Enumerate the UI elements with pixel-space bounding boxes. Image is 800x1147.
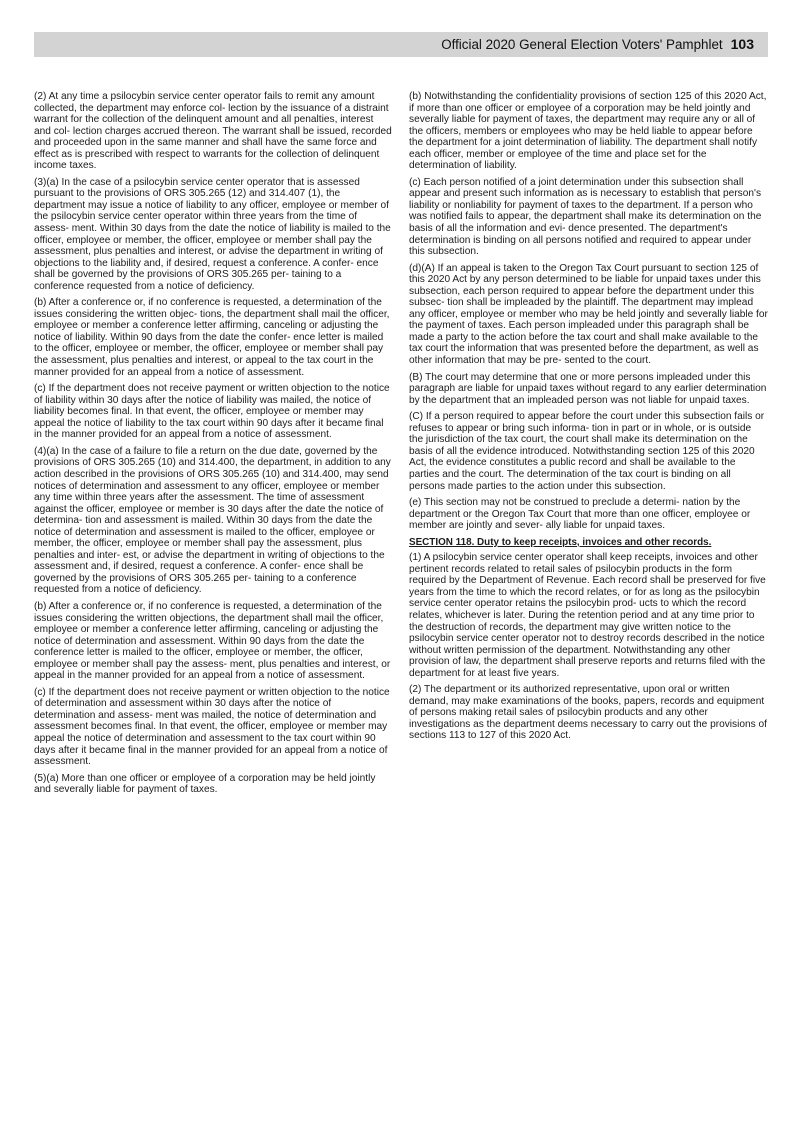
pamphlet-title: Official 2020 General Election Voters' Pamphlet (441, 37, 723, 52)
paragraph: (2) The department or its authorized representative, upon oral or written demand, may make examinations of the books, papers, records and equipment of persons making retail sales of psilocybin products and any other investigations as the department deems necessary to carry out the provisions of sections 113 to 127 of this 2020 Act. (409, 684, 767, 742)
right-column (409, 91, 768, 747)
paragraph: (4)(a) In the case of a failure to file a return on the due date, governed by the provisions of ORS 305.265 (10) and 314.400, the department, in addition to any action described in the provisions of ORS 305.265 (10) and 314.400, may send notices of determination and assessment to any officer, employee or member any time within three years after the assessment. The time of assessment against the officer, employee or member is 30 days after the date the notice of determina- tion and assessment is mailed. Within 30 days from the date the notice of determination and assessment is mailed to the officer, employee or member, the officer, employee or member shall pay the assessment, plus penalties and inter- est, or advise the department in writing of objections to the assessment and, if desired, request a conference. A confer- ence shall be governed by the provisions of ORS 305.265 per- taining to a conference requested from a notice of deficiency. (34, 445, 391, 596)
paragraph: (b) After a conference or, if no conference is requested, a determination of the issues considering the written objections, the department shall mail the officer, employee or member a conference letter affirming, canceling or adjusting the notice of determination and assessment. Within 90 days from the date the conference letter is mailed to the officer, employee or member, the officer, employee or member shall pay the assess- ment, plus penalties and interest, or appeal in the manner provided for an appeal from a notice of assessment. (34, 600, 391, 682)
section-118-heading: SECTION 118. Duty to keep receipts, invoices and other records. (409, 536, 712, 548)
paragraph: (b) Notwithstanding the confidentiality provisions of section 125 of this 2020 Act, if more than one officer or employee of a corporation may be held jointly and severally liable for payment of taxes, the department may require any or all of the officers, members or employees who may be held liable to appear before the department for a joint determination of liability. The department shall notify each officer, member or employee of the time and place set for the determination of liability. (409, 91, 767, 172)
page-number: 103 (730, 36, 754, 52)
paragraph: (2) At any time a psilocybin service center operator fails to remit any amount collected, the department may enforce col- lection by the issuance of a distraint warrant for the collection of the delinquent amount and all penalties, interest and col- lection charges accrued thereon. The warrant shall be issued, recorded and proceeded upon in the same manner and shall have the same force and effect as is prescribed with respect to warrants for the collection of delinquent income taxes. (34, 91, 392, 172)
paragraph: (C) If a person required to appear before the court under this subsection fails or refuses to appear or bring such informa- tion in part or in whole, or is outside the jurisdiction of the tax court, the court shall make its determination on the basis of all the evidence introduced. Notwithstanding section 125 of this 2020 Act, the evidence constitutes a public record and shall be available to the parties and the court. The determination of the tax court is binding on all persons made parties to the action under this subsection. (409, 411, 765, 492)
paragraph: (5)(a) More than one officer or employee of a corporation may be held jointly and severally liable for payment of taxes. (34, 772, 376, 796)
left-column (34, 91, 392, 801)
paragraph: (e) This section may not be construed to preclude a determi- nation by the department or the Oregon Tax Court that more than one officer, employee or member are jointly and sever- ally liable for unpaid taxes. (409, 497, 751, 532)
paragraph: (b) After a conference or, if no conference is requested, a determination of the issues considering the written objec- tions, the department shall mail the officer, employee or member a conference letter affirming, canceling or adjusting the notice of liability. Within 90 days from the date the confer- ence letter is mailed to the officer, employee or member, the officer, employee or member shall pay the assessment, plus penalties and interest, or appeal to the tax court in the manner provided for an appeal from a notice of assessment. (34, 297, 390, 378)
paragraph: (3)(a) In the case of a psilocybin service center operator that is assessed pursuant to the provisions of ORS 305.265 (12) and 314.407 (1), the department may issue a notice of liability to any officer, employee or member of the psilocybin service center operator within three years from the time of assess- ment. Within 30 days from the date the notice of liability is mailed to the officer, employee or member, the officer, employee or member shall pay the assessment, plus penalties and interest, or advise the department in writing of objections to the liability and, if desired, request a conference. A confer- ence shall be governed by the provisions of ORS 305.265 per- taining to a conference requested from a notice of deficiency. (34, 176, 391, 292)
paragraph: (d)(A) If an appeal is taken to the Oregon Tax Court pursuant to section 125 of this 2020 Act by any person determined to be liable for unpaid taxes under this subsection, each person required to appear before the department under this subsec- tion shall be impleaded by the plaintiff. The department may implead any officer, employee or member who may be held jointly and severally liable for the payment of taxes. Each person impleaded under this paragraph shall be made a party to the action before the tax court and shall make available to the tax court the information that was presented before the department, as well as other information that may be pre- sented to the court. (409, 262, 768, 367)
paragraph: (1) A psilocybin service center operator shall keep receipts, invoices and other pertinent records related to retail sales of psilocybin products in the form required by the Department of Revenue. Each record shall be preserved for five years from the time to which the record relates, or for as long as the psilocybin service center operator retains the psilocybin prod- ucts to which the record relates, whichever is later. During the retention period and at any time prior to the destruction of records, the department may give written notice to the psilocybin service center operator not to destroy records described in the notice without written permission of the department. Notwithstanding any other provision of law, the department shall preserve reports and returns filed with the department for at least five years. (409, 552, 766, 679)
header-text (441, 36, 754, 53)
paragraph: (B) The court may determine that one or more persons impleaded under this paragraph are liable for unpaid taxes without regard to any earlier determination by the department that an impleaded person was not liable for unpaid taxes. (409, 371, 767, 406)
paragraph: (c) If the department does not receive payment or written objection to the notice of determination and assessment within 30 days after the notice of determination and assess- ment was mailed, the notice of determination and assessment becomes final. In that event, the officer, employee or member may appeal the notice of determination and assessment to the tax court within 90 days after it became final in the manner provided for an appeal from a notice of assessment. (34, 686, 390, 768)
paragraph: (c) Each person notified of a joint determination under this subsection shall appear and present such information as is necessary to establish that person's liability or nonliability for payment of taxes to the department. If a person who was notified fails to appear, the department shall make its determination on the basis of all the information and evi- dence presented. The department's determination is binding on all persons notified and required to appear under this subsection. (409, 176, 762, 258)
paragraph: (c) If the department does not receive payment or written objection to the notice of liability within 30 days after the notice of liability was mailed, the notice of liability becomes final. In that event, the officer, employee or member may appeal the notice of liability to the tax court within 90 days after it became final in the manner provided for an appeal from a notice of assessment. (34, 383, 390, 441)
page-header (34, 32, 768, 57)
